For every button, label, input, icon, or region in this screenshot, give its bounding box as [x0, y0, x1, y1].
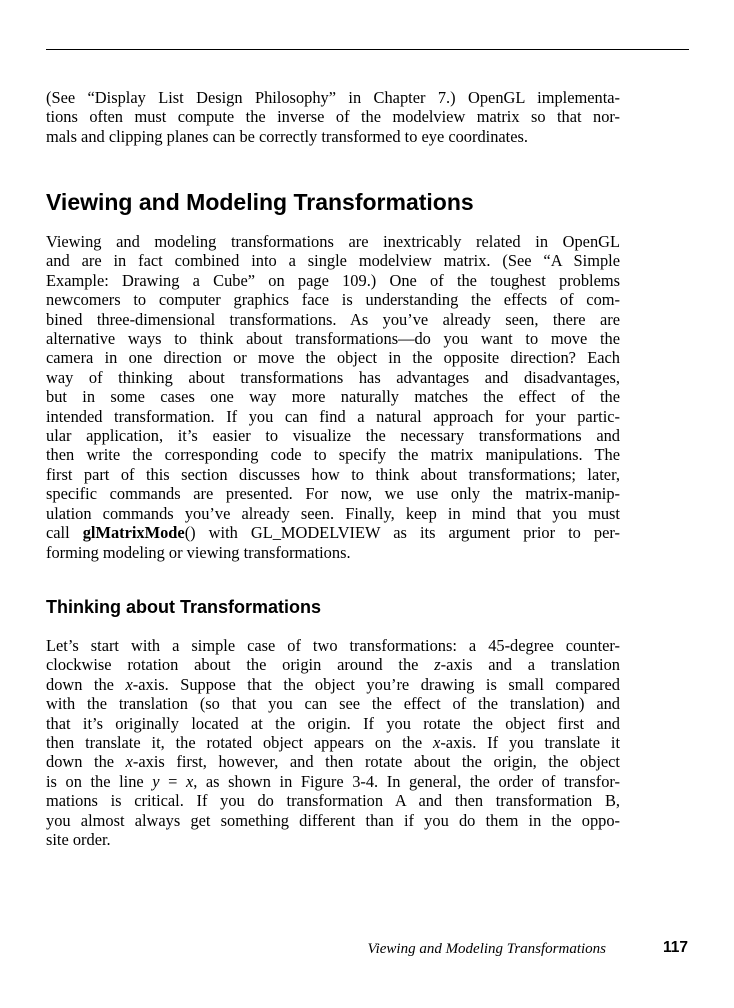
section-line: alternative ways to think about transformations—do you want to move the	[46, 329, 620, 349]
text-run: -axis first, however, and then rotate about the origin, the object	[132, 752, 620, 772]
section-line: Example: Drawing a Cube” on page 109.) One of the toughest problems	[46, 270, 620, 290]
subsection-line	[46, 752, 620, 771]
math-variable: x	[125, 752, 133, 772]
running-footer-title: Viewing and Modeling Transformations	[367, 941, 606, 957]
section-text: call	[46, 523, 83, 543]
intro-line-3: mals and clipping planes can be correctly transformed to eye coordinates.	[46, 126, 528, 146]
section-line: newcomers to computer graphics face is understanding the effects of com-	[46, 290, 620, 310]
section-line: Viewing and modeling transformations are inextricably related in OpenGL	[46, 232, 620, 251]
text-run: -axis. Suppose that the object you’re drawing is small compared	[132, 674, 620, 694]
text-run: down the	[46, 752, 126, 772]
text-run: -axis. If you translate it	[440, 733, 620, 753]
section-line: and are in fact combined into a single modelview matrix. (See “A Simple	[46, 251, 620, 271]
subsection-line: Let’s start with a simple case of two transformations: a 45-degree counter-	[46, 636, 620, 655]
section-line: ular application, it’s easier to visualize the necessary transformations and	[46, 426, 620, 446]
text-run: clockwise rotation about the origin around the	[46, 655, 435, 675]
section-line: first part of this section discusses how to think about transformations; later,	[46, 464, 620, 484]
section-line: but in some cases one way more naturally matches the effect of the	[46, 387, 620, 407]
math-variable: x	[125, 674, 133, 694]
subsection-line: site order.	[46, 830, 111, 850]
section-line: intended transformation. If you can find a natural approach for your partic-	[46, 406, 620, 426]
section-paragraph	[46, 232, 620, 562]
subsection-line	[46, 733, 620, 752]
section-line: forming modeling or viewing transformations.	[46, 542, 351, 562]
subsection-line: you almost always get something different than if you do them in the oppo-	[46, 810, 620, 830]
text-run: is on the line	[46, 771, 153, 791]
math-variable: x	[433, 733, 441, 753]
math-variable: y	[152, 771, 160, 791]
intro-line-1: (See “Display List Design Philosophy” in Chapter 7.) OpenGL implementa-	[46, 88, 620, 107]
text-run: =	[159, 771, 186, 791]
section-line: then write the corresponding code to specify the matrix manipulations. The	[46, 445, 620, 465]
subsection-line	[46, 655, 620, 674]
subsection-line: mations is critical. If you do transformation A and then transformation B,	[46, 791, 620, 811]
section-line: way of thinking about transformations has advantages and disadvantages,	[46, 367, 620, 387]
subsection-heading: Thinking about Transformations	[46, 597, 322, 617]
section-line: bined three-dimensional transformations. As you’ve already seen, there are	[46, 309, 620, 329]
section-line: camera in one direction or move the object in the opposite direction? Each	[46, 348, 620, 368]
math-variable: x	[185, 771, 194, 791]
text-run: down the	[46, 674, 126, 694]
subsection-line: that it’s originally located at the origin. If you rotate the object first and	[46, 713, 620, 733]
intro-paragraph	[46, 88, 620, 146]
intro-line-2: tions often must compute the inverse of the modelview matrix so that nor-	[46, 107, 620, 127]
subsection-line: with the translation (so that you can see the effect of the translation) and	[46, 694, 620, 714]
subsection-paragraph	[46, 636, 620, 849]
subsection-line	[46, 772, 620, 791]
section-text: () with GL_MODELVIEW as its argument prior to per-	[184, 523, 620, 543]
section-heading: Viewing and Modeling Transformations	[46, 189, 474, 215]
section-line	[46, 523, 620, 542]
subsection-line	[46, 675, 620, 694]
text-run: , as shown in Figure 3-4. In general, the order of transfor-	[193, 771, 620, 791]
section-line: ulation commands you’ve already seen. Finally, keep in mind that you must	[46, 503, 620, 523]
text-run: then translate it, the rotated object appears on the	[46, 733, 434, 753]
text-run: -axis and a translation	[440, 655, 620, 675]
header-rule	[46, 49, 689, 50]
math-variable: z	[434, 655, 441, 675]
function-name: glMatrixMode	[82, 523, 185, 543]
page-number: 117	[662, 939, 688, 956]
section-line: specific commands are presented. For now, we use only the matrix-manip-	[46, 484, 620, 504]
